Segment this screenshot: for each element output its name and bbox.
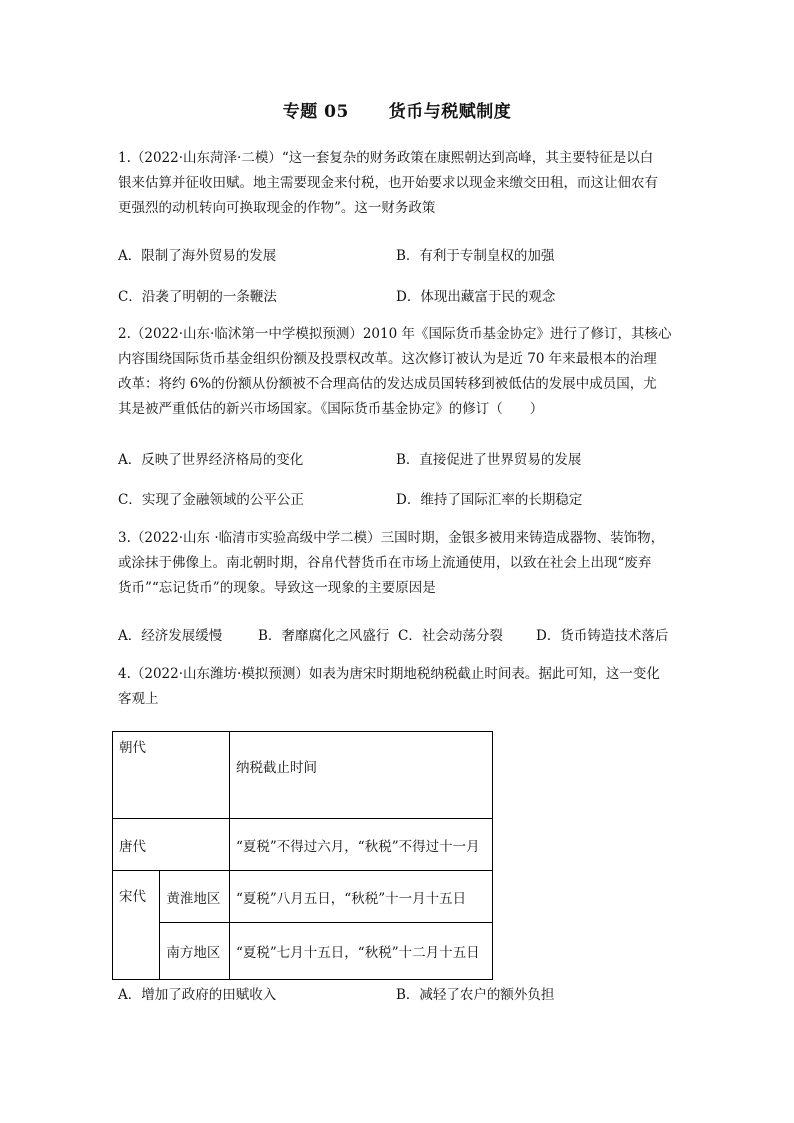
table-header-row — [113, 732, 493, 819]
question-2-option-b: B．直接促进了世界贸易的发展 — [396, 452, 582, 468]
region-south: 南方地区 — [160, 923, 230, 980]
table-row — [113, 871, 493, 923]
question-2-line: 2.（2022·山东·临沭第一中学模拟预测）2010 年《国际货币基金协定》进行了修订，其核心 — [118, 326, 672, 342]
question-3-line: 货币”“忘记货币”的现象。导致这一现象的主要原因是 — [118, 580, 436, 596]
question-1-option-d: D．体现出藏富于民的观念 — [396, 289, 556, 305]
question-1-option-c: C．沿袭了明朝的一条鞭法 — [118, 289, 277, 305]
topic-name: 货币与税赋制度 — [388, 102, 512, 122]
tax-deadline-table — [112, 731, 493, 980]
question-2-option-a: A．反映了世界经济格局的变化 — [118, 452, 304, 468]
page-title — [0, 97, 794, 122]
tang-deadline: “夏税”不得过六月，“秋税”不得过十一月 — [230, 819, 493, 871]
question-3-option-c: C．社会动荡分裂 — [398, 628, 503, 644]
question-4-stem — [118, 662, 678, 712]
question-3-stem — [118, 526, 678, 601]
question-2-option-d: D．维持了国际汇率的长期稳定 — [396, 492, 583, 508]
header-dynasty: 朝代 — [113, 732, 230, 819]
question-1-stem — [118, 146, 678, 221]
question-1-line: 银来估算并征收田赋。地主需要现金来付税，也开始要求以现金来缴交田租，而这让佃农有 — [118, 175, 658, 191]
question-3-line: 或涂抹于佛像上。南北朝时期，谷帛代替货币在市场上流通使用，以致在社会上出现“废弃 — [118, 555, 652, 571]
dynasty-song: 宋代 — [113, 871, 160, 980]
south-deadline: “夏税”七月十五日，“秋税”十二月十五日 — [230, 923, 493, 980]
table-row — [113, 819, 493, 871]
question-4-option-a: A．增加了政府的田赋收入 — [118, 987, 277, 1003]
question-2-line: 内容围绕国际货币基金组织份额及投票权改革。这次修订被认为是近 70 年来最根本的治理 — [118, 351, 657, 367]
question-3-option-a: A．经济发展缓慢 — [118, 628, 223, 644]
question-3-option-d: D．货币铸造技术落后 — [536, 628, 669, 644]
dynasty-tang: 唐代 — [113, 819, 230, 871]
topic-code: 专题 05 — [282, 102, 349, 122]
question-4-line: 客观上 — [118, 691, 159, 707]
question-1-line: 1.（2022·山东菏泽·二模）“这一套复杂的财务政策在康熙朝达到高峰，其主要特征是以白 — [118, 150, 654, 166]
question-2-line: 改革：将约 6%的份额从份额被不合理高估的发达成员国转移到被低估的发展中成员国，尤 — [118, 376, 657, 392]
huanghuai-deadline: “夏税”八月五日，“秋税”十一月十五日 — [230, 871, 493, 923]
question-4-line: 4.（2022·山东潍坊·模拟预测）如表为唐宋时期地税纳税截止时间表。据此可知，这一变化 — [118, 666, 660, 682]
question-2-line: 其是被严重低估的新兴市场国家。《国际货币基金协定》的修订（ ） — [118, 401, 544, 417]
question-1-option-b: B．有利于专制皇权的加强 — [396, 248, 555, 264]
question-1-option-a: A．限制了海外贸易的发展 — [118, 248, 277, 264]
table-row — [113, 923, 493, 980]
question-1-line: 更强烈的动机转向可换取现金的作物”。这一财务政策 — [118, 200, 436, 216]
question-2-stem — [118, 322, 678, 422]
region-huanghuai: 黄淮地区 — [160, 871, 230, 923]
question-2-option-c: C．实现了金融领域的公平公正 — [118, 492, 304, 508]
question-3-line: 3.（2022·山东 ·临清市实验高级中学二模）三国时期，金银多被用来铸造成器物、装饰物， — [118, 530, 665, 546]
header-deadline: 纳税截止时间 — [230, 732, 493, 819]
question-4-option-b: B．减轻了农户的额外负担 — [396, 987, 555, 1003]
question-3-option-b: B．奢靡腐化之风盛行 — [258, 628, 390, 644]
